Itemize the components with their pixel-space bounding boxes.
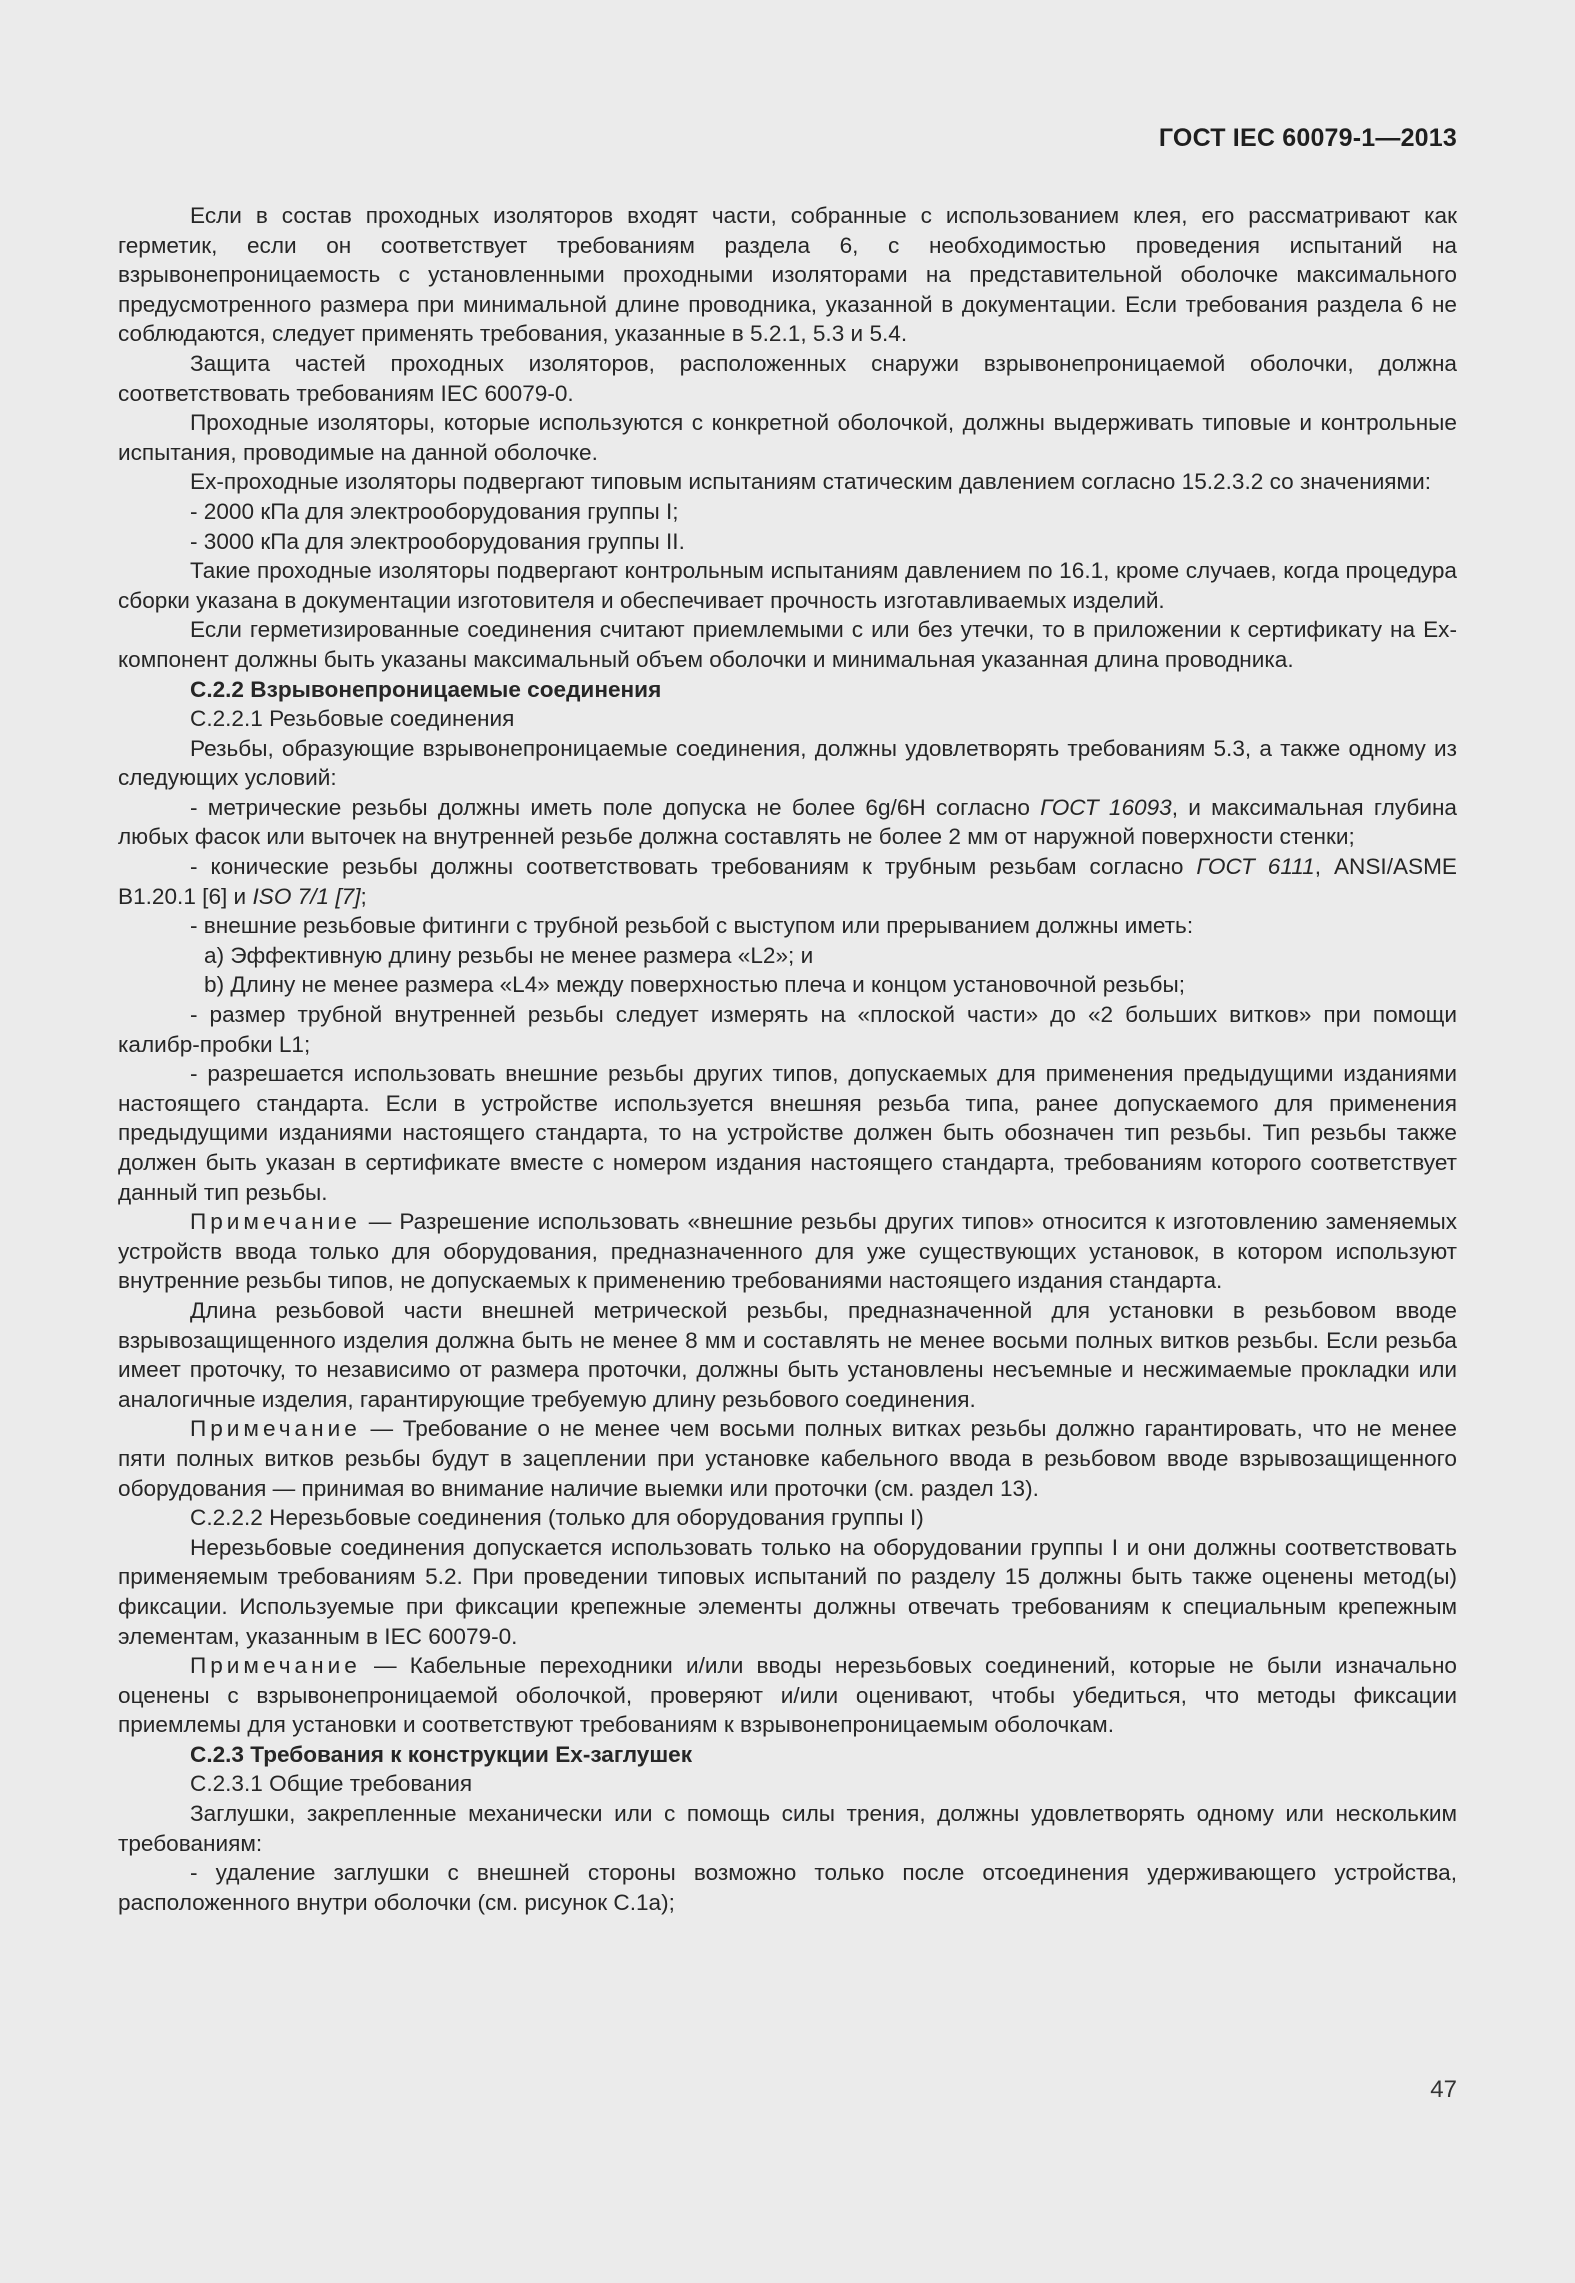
list-item: - удаление заглушки с внешней стороны возможно только после отсоединения удерживающего устройства, расположенного внутри оболочки (см. рисунок С.1а); <box>118 1860 1457 1915</box>
paragraph: Проходные изоляторы, которые используются с конкретной оболочкой, должны выдерживать типовые и контрольные испытания, проводимые на данной оболочке. <box>118 410 1457 465</box>
paragraph: Если герметизированные соединения считают приемлемыми с или без утечки, то в приложении к сертификату на Ex-компонент должны быть указаны максимальный объем оболочки и минимальная указанная длина проводника. <box>118 617 1457 672</box>
sub-list-item: a) Эффективную длину резьбы не менее размера «L2»; и <box>204 942 814 968</box>
subsection-heading: С.2.2.2 Нерезьбовые соединения (только для оборудования группы I) <box>190 1505 924 1531</box>
list-item: - внешние резьбовые фитинги с трубной резьбой с выступом или прерыванием должны иметь: <box>190 913 1194 939</box>
subsection-heading: С.2.2.1 Резьбовые соединения <box>190 706 515 732</box>
subsection-heading: С.2.3.1 Общие требования <box>190 1771 473 1797</box>
list-text: ; <box>360 883 367 909</box>
section-heading: С.2.3 Требования к конструкции Ex-заглушек <box>190 1741 693 1767</box>
list-text: , и максимальная глубина любых фасок или выточек на внутренней резьбе должна составлять не более 2 мм от наружной поверхности стенки; <box>118 794 1457 850</box>
paragraph: Ex-проходные изоляторы подвергают типовым испытаниям статическим давлением согласно 15.2.3.2 со значениями: <box>190 469 1431 495</box>
paragraph: Защита частей проходных изоляторов, расположенных снаружи взрывонепроницаемой оболочки, должна соответствовать требованиям IEC 60079-0. <box>118 350 1457 406</box>
note-text: — Кабельные переходники и/или вводы нерезьбовых соединений, которые не были изначально оценены с взрывонепроницаемой оболочкой, проверяют и/или оценивают, чтобы убедиться, что методы фиксации приемлемы для установки и соответствуют требованиям к взрывонепроницаемым оболочкам. <box>118 1653 1457 1738</box>
standard-reference: ГОСТ 16093 <box>1040 794 1172 820</box>
list-item: - 3000 кПа для электрооборудования группы II. <box>190 528 685 554</box>
paragraph: Заглушки, закрепленные механически или с помощь силы трения, должны удовлетворять одному или нескольким требованиям: <box>118 1801 1457 1856</box>
standard-reference: ГОСТ 6111 <box>1196 854 1315 880</box>
note-label: Примечание <box>190 1209 361 1235</box>
note <box>118 1207 1457 1296</box>
note-label: Примечание <box>190 1416 361 1442</box>
page-body <box>118 201 1457 1917</box>
paragraph: Длина резьбовой части внешней метрической резьбы, предназначенной для установки в резьбовом вводе взрывозащищенного изделия должна быть не менее 8 мм и составлять не менее восьми полных витков резьбы. Если резьба имеет проточку, то независимо от размера проточки, должны быть установлены несъемные и несжимаемые прокладки или аналогичные изделия, гарантирующие требуемую длину резьбового соединения. <box>118 1297 1457 1412</box>
list-text: , ANSI/ASME B1.20.1 [6] и <box>118 854 1457 909</box>
page-number: 47 <box>1430 2076 1457 2103</box>
paragraph: Если в состав проходных изоляторов входят части, собранные с использованием клея, его рассматривают как герметик, если он соответствует требованиям раздела 6, с необходимостью проведения испытаний на взрывонепроницаемость с установленными проходными изоляторами на представительной оболочке максимального предусмотренного размера при минимальной длине проводника, указанной в документации. Если требования раздела 6 не соблюдаются, следует применять требования, указанные в 5.2.1, 5.3 и 5.4. <box>118 203 1457 347</box>
note <box>118 1651 1457 1740</box>
sub-list-item: b) Длину не менее размера «L4» между поверхностью плеча и концом установочной резьбы; <box>204 972 1186 998</box>
paragraph: Нерезьбовые соединения допускается использовать только на оборудовании группы I и они должны соответствовать применяемым требованиям 5.2. При проведении типовых испытаний по разделу 15 должны быть также оценены метод(ы) фиксации. Используемые при фиксации крепежные элементы должны отвечать требованиям к специальным крепежным элементам, указанным в IEC 60079-0. <box>118 1534 1457 1649</box>
paragraph: Такие проходные изоляторы подвергают контрольным испытаниям давлением по 16.1, кроме случаев, когда процедура сборки указана в документации изготовителя и обеспечивает прочность изготавливаемых изделий. <box>118 558 1457 613</box>
note <box>118 1414 1457 1503</box>
section-heading: С.2.2 Взрывонепроницаемые соединения <box>190 676 662 702</box>
list-text: - метрические резьбы должны иметь поле допуска не более 6g/6H согласно <box>190 794 1041 820</box>
note-label: Примечание <box>190 1653 361 1679</box>
list-item <box>118 793 1457 852</box>
list-item: - разрешается использовать внешние резьбы других типов, допускаемых для применения предыдущими изданиями настоящего стандарта. Если в устройстве используется внешняя резьба типа, ранее допускаемого для применения предыдущими изданиями настоящего стандарта, то на устройстве должен быть обозначен тип резьбы. Тип резьбы также должен быть указан в сертификате вместе с номером издания настоящего стандарта, требованиям которого соответствует данный тип резьбы. <box>118 1061 1457 1205</box>
list-item <box>118 852 1457 911</box>
document-header: ГОСТ IEC 60079-1—2013 <box>1158 124 1457 152</box>
note-text: — Требование о не менее чем восьми полных витках резьбы должно гарантировать, что не менее пяти полных витков резьбы будут в зацеплении при установке кабельного ввода в резьбовом вводе взрывозащищенного оборудования — принимая во внимание наличие выемки или проточки (см. раздел 13). <box>118 1416 1457 1501</box>
list-item: - размер трубной внутренней резьбы следует измерять на «плоской части» до «2 больших витков» при помощи калибр-пробки L1; <box>118 1002 1457 1057</box>
list-text: - конические резьбы должны соответствовать требованиям к трубным резьбам согласно <box>190 854 1197 880</box>
standard-reference: ISO 7/1 [7] <box>252 883 361 909</box>
paragraph: Резьбы, образующие взрывонепроницаемые соединения, должны удовлетворять требованиям 5.3, а также одному из следующих условий: <box>118 735 1457 791</box>
note-text: — Разрешение использовать «внешние резьбы других типов» относится к изготовлению заменяемых устройств ввода только для оборудования, предназначенного для уже существующих установок, в котором используют внутренние резьбы типов, не допускаемых к применению требованиями настоящего издания стандарта. <box>118 1209 1457 1294</box>
list-item: - 2000 кПа для электрооборудования группы I; <box>190 498 679 524</box>
